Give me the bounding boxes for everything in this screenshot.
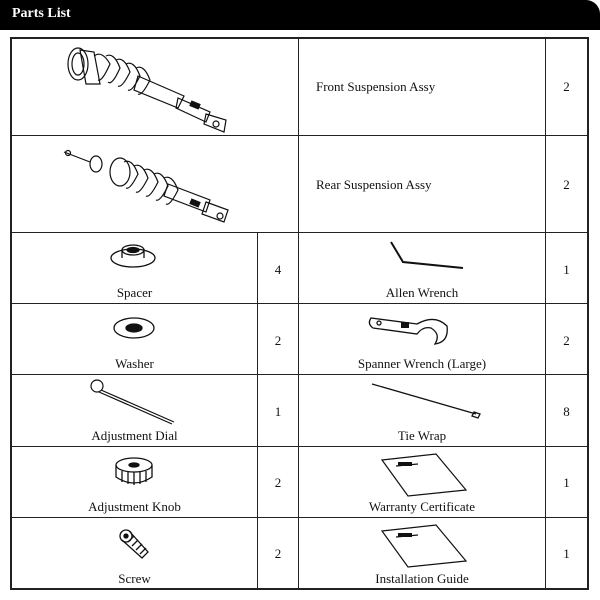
row-divider (10, 374, 589, 375)
adjustment-knob-image (112, 455, 156, 489)
spacer-image (108, 238, 158, 272)
adjustment-knob-qty: 2 (274, 475, 282, 490)
rear-suspension-image (60, 142, 240, 228)
spanner-wrench-label: Spanner Wrench (Large) (357, 356, 487, 371)
rear-suspension-qty: 2 (563, 177, 570, 192)
row-divider (10, 232, 589, 233)
front-suspension-qty: 2 (563, 79, 570, 94)
adjustment-dial-image (88, 378, 178, 424)
table-border-bottom (10, 588, 589, 590)
washer-image (112, 315, 156, 341)
spanner-wrench-qty: 2 (563, 333, 570, 348)
page-title: Parts List (12, 6, 71, 21)
screw-label: Screw (118, 571, 151, 586)
adjustment-knob-label: Adjustment Knob (88, 499, 181, 514)
washer-label: Washer (115, 356, 154, 371)
installation-guide-image (378, 523, 470, 569)
front-suspension-image (50, 42, 240, 132)
row-divider (10, 446, 589, 447)
warranty-certificate-image (378, 452, 470, 498)
allen-wrench-label: Allen Wrench (385, 285, 459, 300)
row-divider (10, 517, 589, 518)
spacer-qty: 4 (274, 262, 282, 277)
allen-wrench-qty: 1 (563, 262, 570, 277)
row-divider (10, 303, 589, 304)
parts-list-header (0, 0, 600, 30)
installation-guide-label: Installation Guide (375, 571, 469, 586)
adjustment-dial-qty: 1 (274, 404, 282, 419)
rear-suspension-label: Rear Suspension Assy (316, 177, 432, 192)
installation-guide-qty: 1 (563, 546, 570, 561)
column-divider (545, 37, 546, 589)
tie-wrap-qty: 8 (563, 404, 570, 419)
tie-wrap-image (370, 382, 482, 420)
allen-wrench-image (385, 238, 465, 276)
table-border-right (587, 37, 589, 590)
screw-image (118, 528, 152, 562)
warranty-certificate-label: Warranty Certificate (368, 499, 476, 514)
spacer-label: Spacer (116, 285, 153, 300)
row-divider (10, 135, 589, 136)
warranty-certificate-qty: 1 (563, 475, 570, 490)
adjustment-dial-label: Adjustment Dial (91, 428, 178, 443)
table-border-top (10, 37, 589, 39)
washer-qty: 2 (274, 333, 282, 348)
tie-wrap-label: Tie Wrap (397, 428, 447, 443)
front-suspension-label: Front Suspension Assy (316, 79, 436, 94)
spanner-wrench-image (365, 310, 455, 348)
screw-qty: 2 (274, 546, 282, 561)
